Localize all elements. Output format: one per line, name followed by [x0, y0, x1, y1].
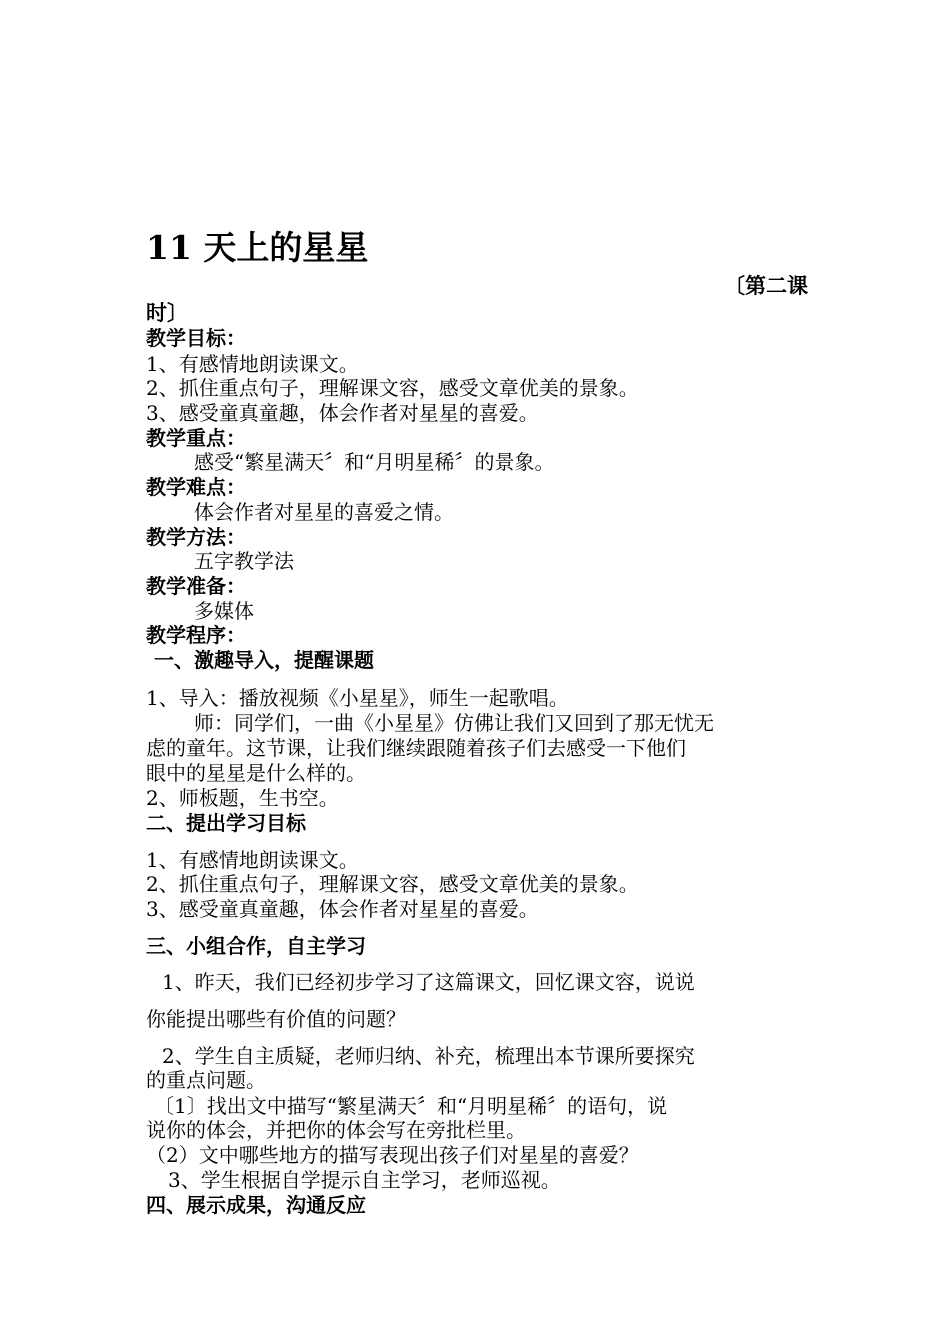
section1-line: 1、导入：播放视频《小星星》，师生一起歌唱。 [146, 686, 569, 710]
section4-heading: 四、展示成果，沟通反应 [146, 1193, 366, 1217]
goal-item: 1、有感情地朗读课文。 [146, 352, 359, 376]
section3-heading: 三、小组合作，自主学习 [146, 934, 366, 958]
key-point-text: 感受“繁星满天〞和“月明星稀〞的景象。 [194, 450, 555, 474]
section3-line: 你能提出哪些有价值的问题？ [146, 1007, 406, 1031]
section3-line: （2）文中哪些地方的描写表现出孩子们对星星的喜爱？ [146, 1143, 639, 1167]
section1-line: 虑的童年。这节课，让我们继续跟随着孩子们去感受一下他们 [146, 736, 686, 760]
prep-text: 多媒体 [194, 599, 254, 623]
section1-heading: 一、激趣导入，提醒课题 [154, 648, 374, 672]
goal-item: 2、抓住重点句子，理解课文容，感受文章优美的景象。 [146, 376, 639, 400]
difficulty-text: 体会作者对星星的喜爱之情。 [194, 500, 454, 524]
section3-line: 说你的体会，并把你的体会写在旁批栏里。 [146, 1118, 526, 1142]
section1-line: 师：同学们，一曲《小星星》仿佛让我们又回到了那无忧无 [194, 711, 714, 735]
section2-item: 1、有感情地朗读课文。 [146, 848, 359, 872]
section1-line: 眼中的星星是什么样的。 [146, 761, 366, 785]
lesson-period-part1: 〔第二课 [724, 273, 808, 298]
section2-item: 2、抓住重点句子，理解课文容，感受文章优美的景象。 [146, 872, 639, 896]
section2-heading: 二、提出学习目标 [146, 811, 306, 835]
key-point-heading: 教学重点： [146, 426, 246, 450]
difficulty-heading: 教学难点： [146, 475, 246, 499]
section3-line: 的重点问题。 [146, 1068, 266, 1092]
section3-line: 1、昨天，我们已经初步学习了这篇课文，回忆课文容，说说 [162, 970, 695, 994]
section1-line: 2、师板题，生书空。 [146, 786, 339, 810]
prep-heading: 教学准备： [146, 574, 246, 598]
goals-heading: 教学目标： [146, 326, 246, 350]
method-heading: 教学方法： [146, 525, 246, 549]
section3-line: 2、学生自主质疑，老师归纳、补充，梳理出本节课所要探究 [162, 1044, 695, 1068]
section3-line: 3、学生根据自学提示自主学习，老师巡视。 [168, 1168, 561, 1192]
goal-item: 3、感受童真童趣，体会作者对星星的喜爱。 [146, 401, 539, 425]
procedure-heading: 教学程序： [146, 623, 246, 647]
method-text: 五字教学法 [194, 549, 294, 573]
lesson-period-part2: 时〕 [146, 300, 188, 325]
section3-line: 〔1〕找出文中描写“繁星满天〞和“月明星稀〞的语句，说 [154, 1094, 668, 1118]
page-title: 11 天上的星星 [146, 228, 369, 267]
section2-item: 3、感受童真童趣，体会作者对星星的喜爱。 [146, 897, 539, 921]
